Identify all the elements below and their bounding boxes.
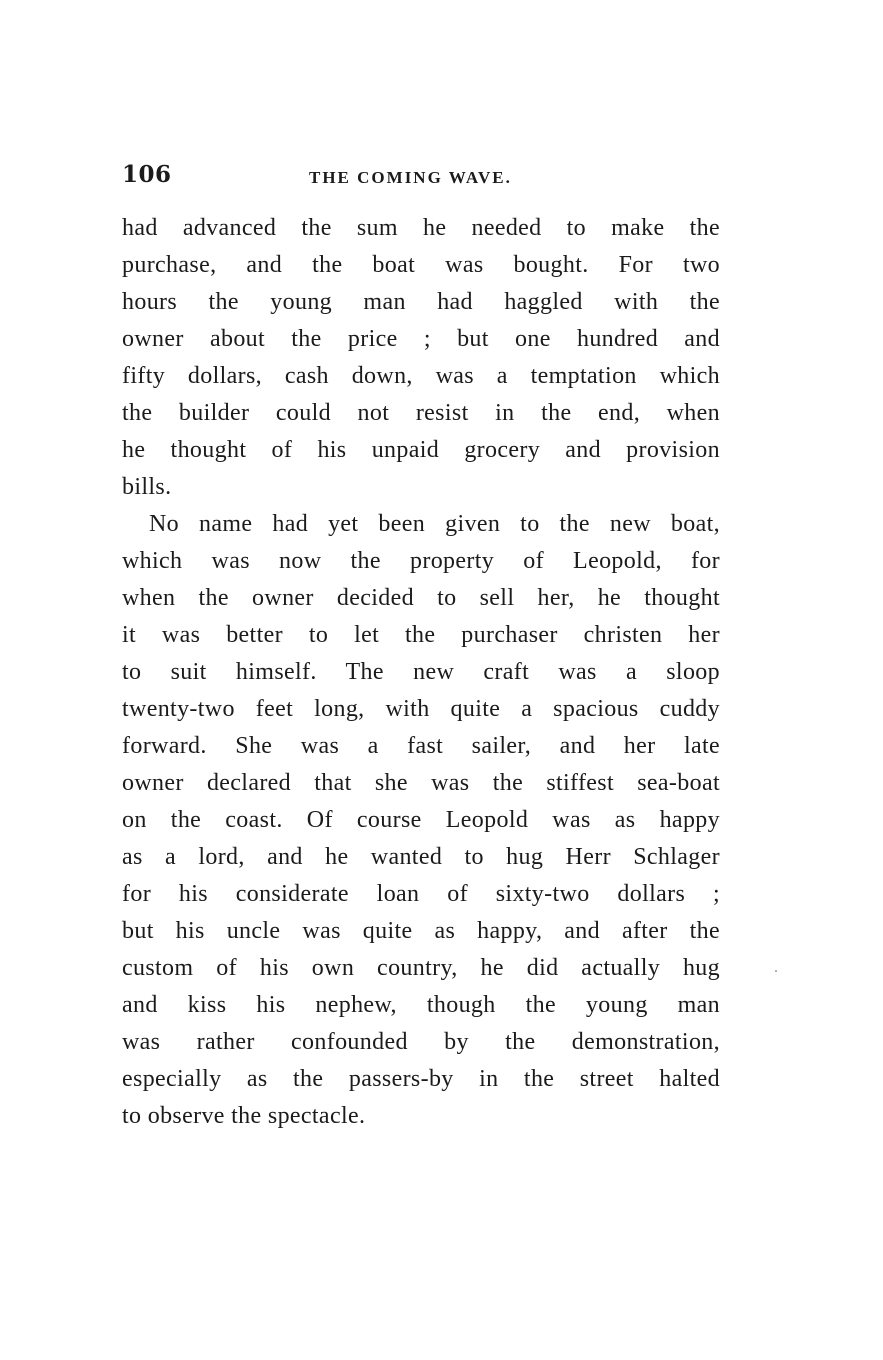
text-line: owner declared that she was the stiffest sea-boat <box>122 770 720 796</box>
text-line: for his considerate loan of sixty-two dollars ; <box>122 881 720 907</box>
text-line: fifty dollars, cash down, was a temptation which <box>122 363 720 389</box>
text-line: he thought of his unpaid grocery and provision <box>122 437 720 463</box>
text-line: to observe the spectacle. <box>122 1103 366 1129</box>
page-number: 106 <box>122 161 172 188</box>
running-head <box>122 157 720 193</box>
paragraph-2 <box>122 506 720 1135</box>
print-speck <box>775 970 777 972</box>
text-line: the builder could not resist in the end, when <box>122 400 720 426</box>
text-line: purchase, and the boat was bought. For two <box>122 252 720 278</box>
text-line: especially as the passers-by in the street halted <box>122 1066 720 1092</box>
text-line: twenty-two feet long, with quite a spacious cuddy <box>122 696 720 722</box>
running-title: THE COMING WAVE. <box>309 168 512 187</box>
paragraph-1 <box>122 210 720 506</box>
text-line: forward. She was a fast sailer, and her late <box>122 733 720 759</box>
text-line: was rather confounded by the demonstration, <box>122 1029 720 1055</box>
text-line: and kiss his nephew, though the young man <box>122 992 720 1018</box>
text-line: owner about the price ; but one hundred and <box>122 326 720 352</box>
text-line: custom of his own country, he did actually hug <box>122 955 720 981</box>
text-line: bills. <box>122 474 172 500</box>
text-line: had advanced the sum he needed to make the <box>122 215 720 241</box>
text-line: as a lord, and he wanted to hug Herr Schlager <box>122 844 720 870</box>
text-line: which was now the property of Leopold, for <box>122 548 720 574</box>
text-line: hours the young man had haggled with the <box>122 289 720 315</box>
body-text <box>122 210 720 1135</box>
text-line: but his uncle was quite as happy, and after the <box>122 918 720 944</box>
text-line: when the owner decided to sell her, he thought <box>122 585 720 611</box>
text-line: No name had yet been given to the new boat, <box>149 511 720 537</box>
text-line: on the coast. Of course Leopold was as happy <box>122 807 720 833</box>
text-line: it was better to let the purchaser christen her <box>122 622 720 648</box>
text-line: to suit himself. The new craft was a sloop <box>122 659 720 685</box>
